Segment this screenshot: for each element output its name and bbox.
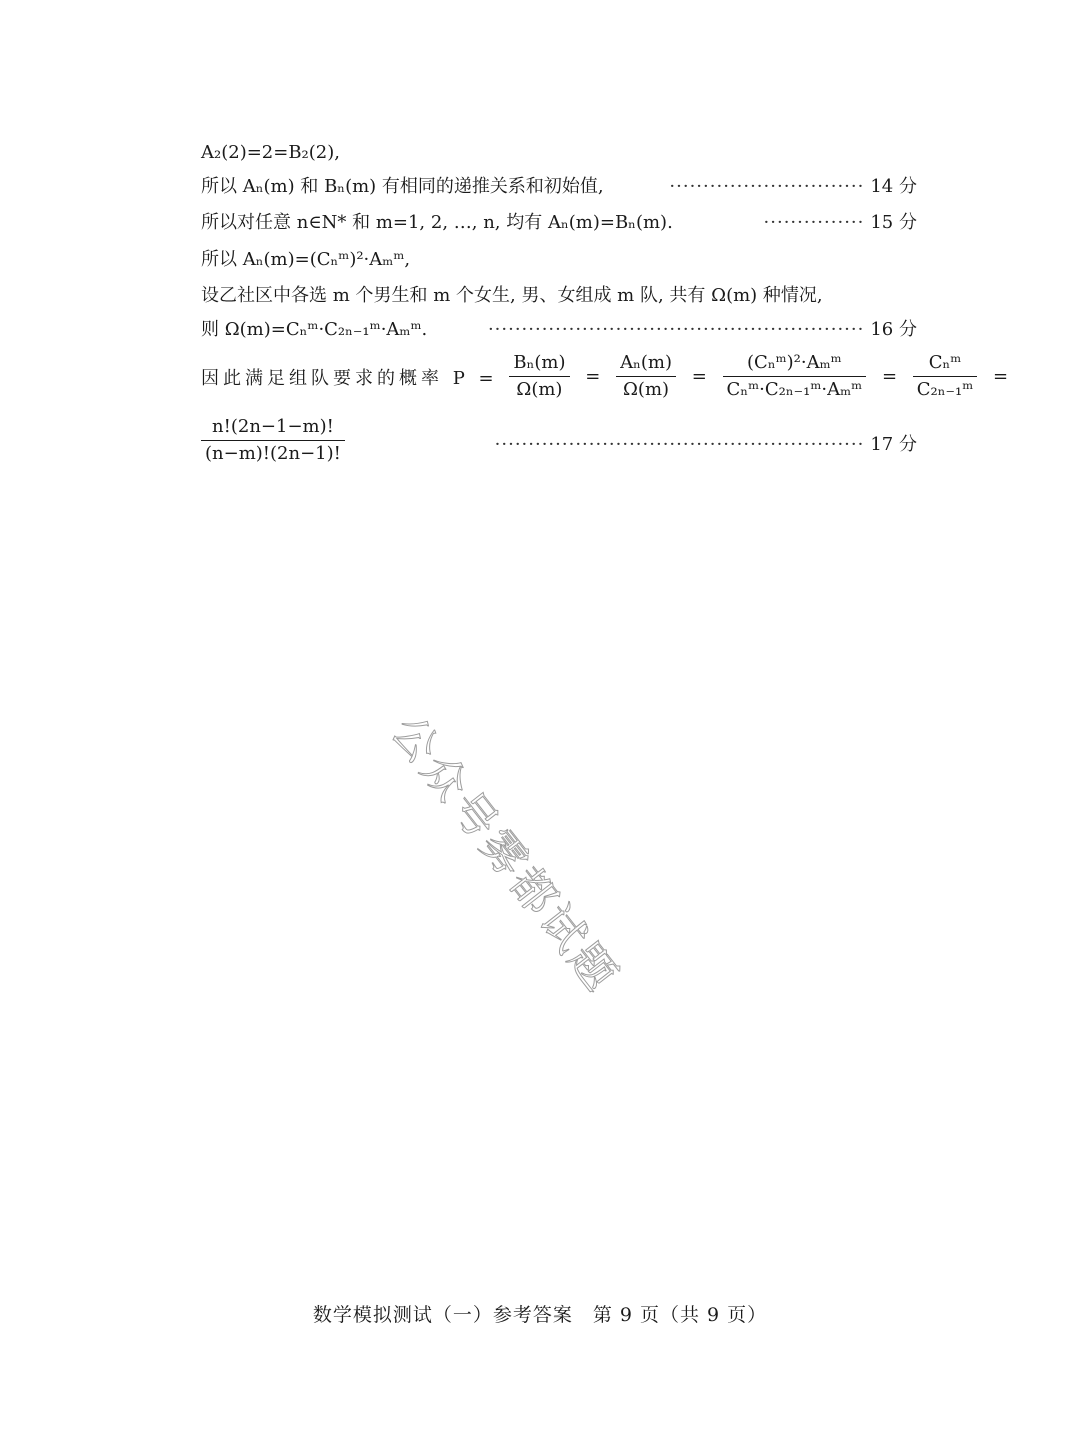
page-footer: 数学模拟测试（一）参考答案 第 9 页（共 9 页） — [312, 1304, 768, 1326]
line-omega-text: 则 Ω(m)=Cₙᵐ·C₂ₙ₋₁ᵐ·Aₘᵐ. — [201, 319, 428, 340]
line-probability: 因此满足组队要求的概率 P = $\frac{\text{Bₙ(m)}}{\Omega(m)}$ = $\frac{\text{Aₙ(m)}}{\Omega(m)}$ = $\frac{\text{(Cₙᵐ)²·Aₘᵐ}}{\text{Cₙᵐ·C₂ₙ₋₁ᵐ·Aₘᵐ}}$ = $\frac{\text{Cₙᵐ}}{\text{C₂ₙ₋₁ᵐ}}$ = — [201, 352, 1009, 400]
score-17: 17 分 — [870, 434, 917, 455]
line-recursion-text: 所以 Aₙ(m) 和 Bₙ(m) 有相同的递推关系和初始值, — [201, 176, 604, 197]
line-initial-value-text: A₂(2)=2=B₂(2), — [201, 142, 340, 163]
line-final-result: $\frac{n!(2n-1-m)!}{(n-m)!(2n-1)!}$ ······················································· 17 分 — [201, 416, 917, 468]
watermark: 公众号雾都试题 — [381, 706, 629, 1003]
score-15: 15 分 — [870, 212, 917, 233]
fraction-expanded: $\frac{\text{(Cₙᵐ)²·Aₘᵐ}}{\text{Cₙᵐ·C₂ₙ₋₁ᵐ·Aₘᵐ}}$ — [723, 352, 867, 401]
score-16: 16 分 — [870, 319, 917, 340]
line-setup — [201, 283, 917, 309]
line-conclusion: 所以对任意 n∈N* 和 m=1, 2, …, n, 均有 Aₙ(m)=Bₙ(m). ··············· 15 分 — [201, 212, 917, 233]
fraction-factorial-result: $\frac{n!(2n-1-m)!}{(n-m)!(2n-1)!}$ — [201, 416, 345, 465]
fraction-a-over-omega: $\frac{\text{Aₙ(m)}}{\Omega(m)}$ — [616, 352, 676, 401]
fraction-simplified: $\frac{\text{Cₙᵐ}}{\text{C₂ₙ₋₁ᵐ}}$ — [913, 352, 978, 401]
fraction-b-over-omega: $\frac{\text{Bₙ(m)}}{\Omega(m)}$ — [509, 352, 569, 401]
line-setup-text: 设乙社区中各选 m 个男生和 m 个女生, 男、女组成 m 队, 共有 Ω(m) 种情况, — [201, 285, 823, 306]
line-initial-value — [201, 140, 917, 166]
line-a-formula-text: 所以 Aₙ(m)=(Cₙᵐ)²·Aₘᵐ, — [201, 249, 411, 270]
line-a-formula — [201, 247, 917, 273]
line-omega: 则 Ω(m)=Cₙᵐ·C₂ₙ₋₁ᵐ·Aₘᵐ. ························································ 16 分 — [201, 319, 917, 340]
line-conclusion-text: 所以对任意 n∈N* 和 m=1, 2, …, n, 均有 Aₙ(m)=Bₙ(m). — [201, 212, 673, 233]
line-recursion: 所以 Aₙ(m) 和 Bₙ(m) 有相同的递推关系和初始值, ····························· 14 分 — [201, 176, 917, 197]
probability-lead: 因此满足组队要求的概率 P = — [201, 367, 498, 389]
score-14: 14 分 — [870, 176, 917, 197]
